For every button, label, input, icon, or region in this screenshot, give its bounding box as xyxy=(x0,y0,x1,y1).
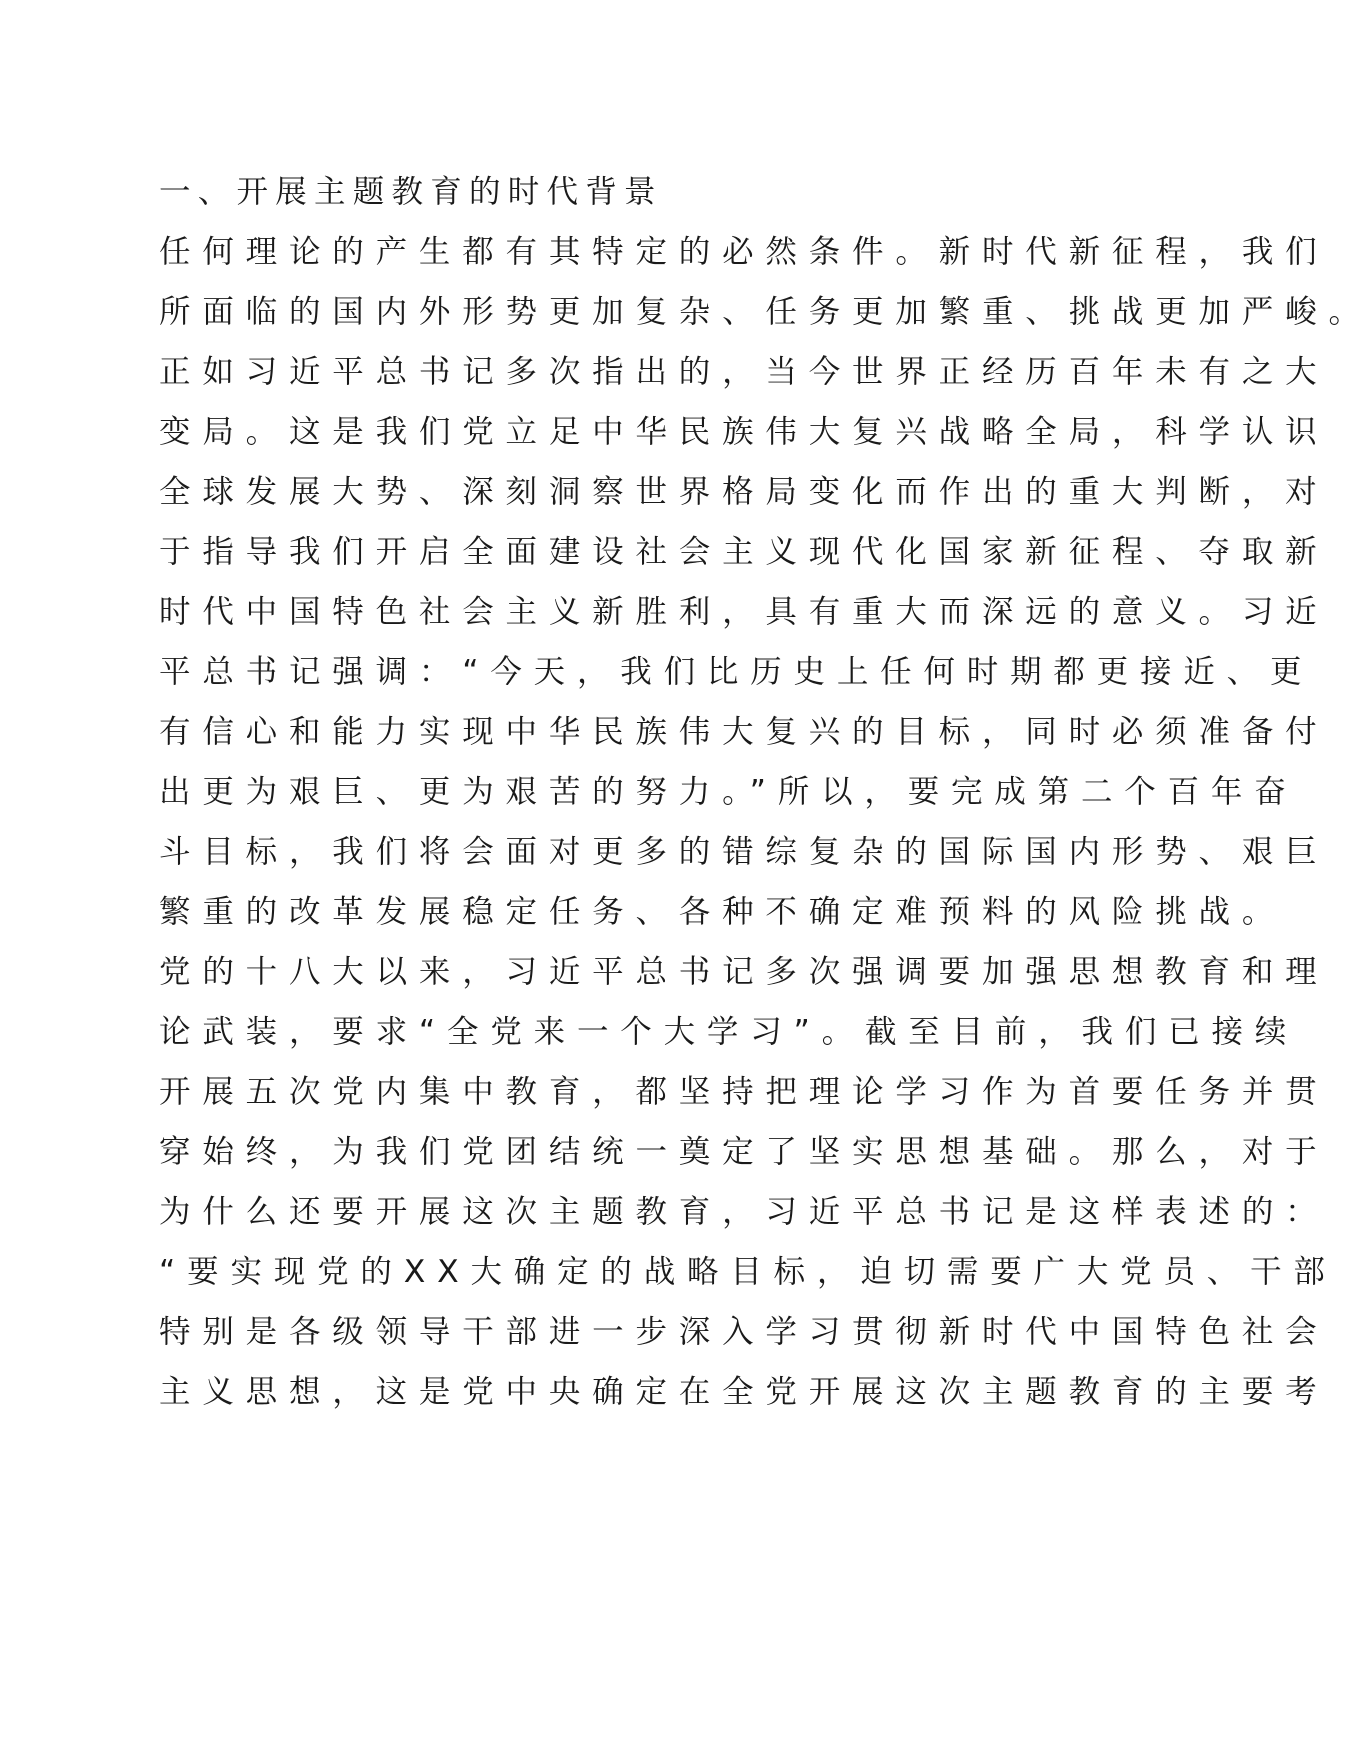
text-line: 出更为艰巨、更为艰苦的努力。”所以，要完成第二个百年奋 xyxy=(159,774,1298,810)
text-line: 为什么还要开展这次主题教育，习近平总书记是这样表述的： xyxy=(159,1194,1329,1230)
section-heading: 一、开展主题教育的时代背景 xyxy=(159,174,663,210)
text-line: 时代中国特色社会主义新胜利，具有重大而深远的意义。习近 xyxy=(159,594,1329,630)
text-line: 平总书记强调：“今天，我们比历史上任何时期都更接近、更 xyxy=(159,654,1314,690)
text-line: 于指导我们开启全面建设社会主义现代化国家新征程、夺取新 xyxy=(159,534,1329,570)
text-line: 全球发展大势、深刻洞察世界格局变化而作出的重大判断，对 xyxy=(159,474,1329,510)
text-line: 主义思想，这是党中央确定在全党开展这次主题教育的主要考 xyxy=(159,1374,1329,1410)
text-line: 所面临的国内外形势更加复杂、任务更加繁重、挑战更加严峻。 xyxy=(159,294,1372,330)
text-line: 开展五次党内集中教育，都坚持把理论学习作为首要任务并贯 xyxy=(159,1074,1329,1110)
text-line: 特别是各级领导干部进一步深入学习贯彻新时代中国特色社会 xyxy=(159,1314,1329,1350)
text-line: 繁重的改革发展稳定任务、各种不确定难预料的风险挑战。 xyxy=(159,894,1286,930)
text-line: 斗目标，我们将会面对更多的错综复杂的国际国内形势、艰巨 xyxy=(159,834,1329,870)
text-line: 论武装，要求“全党来一个大学习”。截至目前，我们已接续 xyxy=(159,1014,1299,1050)
text-line: 穿始终，为我们党团结统一奠定了坚实思想基础。那么，对于 xyxy=(159,1134,1329,1170)
text-line: 有信心和能力实现中华民族伟大复兴的目标，同时必须准备付 xyxy=(159,714,1329,750)
text-line: 变局。这是我们党立足中华民族伟大复兴战略全局，科学认识 xyxy=(159,414,1329,450)
text-line: 党的十八大以来，习近平总书记多次强调要加强思想教育和理 xyxy=(159,954,1329,990)
text-line: “要实现党的XX大确定的战略目标，迫切需要广大党员、干部 xyxy=(159,1254,1337,1290)
text-line: 任何理论的产生都有其特定的必然条件。新时代新征程，我们 xyxy=(159,234,1329,270)
text-line: 正如习近平总书记多次指出的，当今世界正经历百年未有之大 xyxy=(159,354,1329,390)
